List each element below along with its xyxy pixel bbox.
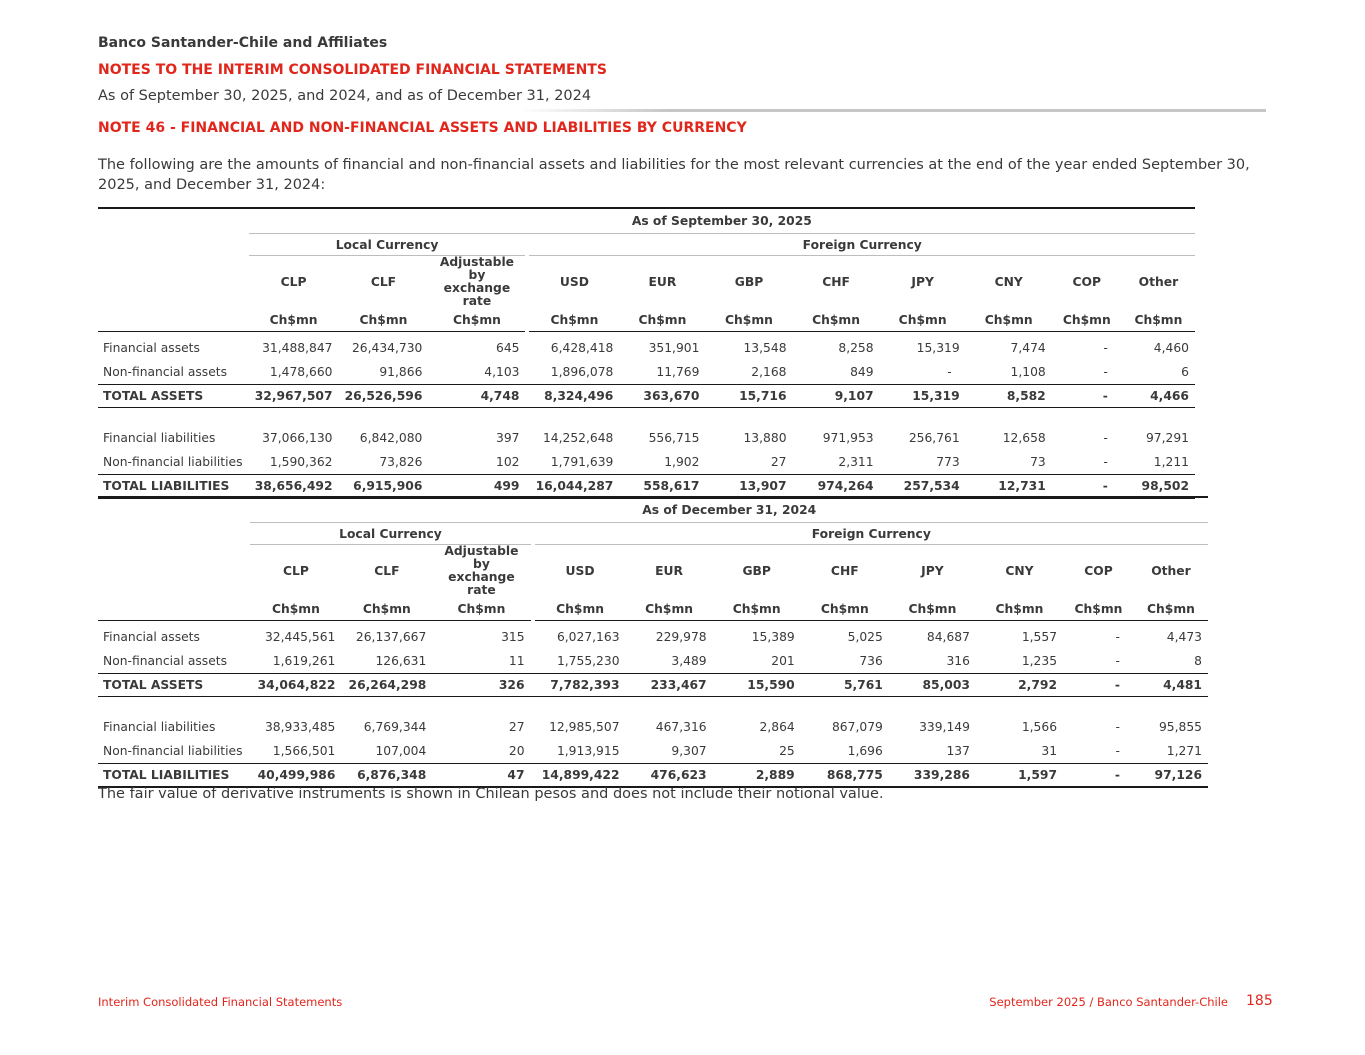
value-cell: 73,826 xyxy=(379,455,423,469)
value-cell: 137 xyxy=(946,744,970,758)
value-cell: - xyxy=(1103,341,1108,355)
period-header-row xyxy=(98,208,1195,234)
value-cell: 102 xyxy=(496,455,520,469)
value-cell: 2,889 xyxy=(713,764,801,788)
value-cell: 736 xyxy=(859,654,883,668)
currency-header: CNY xyxy=(1005,563,1034,578)
value-cell: 558,617 xyxy=(619,475,705,499)
currency-group-row xyxy=(98,234,1195,256)
row-label: Financial liabilities xyxy=(103,431,216,445)
currency-header: CHF xyxy=(822,274,850,289)
value-cell: 15,319 xyxy=(916,341,960,355)
currency-header: CLF xyxy=(374,563,400,578)
value-cell: 316 xyxy=(946,654,970,668)
value-cell: 1,902 xyxy=(664,455,700,469)
currency-group-row xyxy=(98,523,1208,545)
value-cell: 1,696 xyxy=(847,744,883,758)
value-cell: 16,044,287 xyxy=(529,475,619,499)
value-cell: 499 xyxy=(428,475,525,499)
currency-header: CHF xyxy=(830,563,859,578)
currency-header: Adjustable by exchange rate xyxy=(439,255,515,308)
currency-header: CLP xyxy=(280,274,307,289)
value-cell: 4,103 xyxy=(484,365,520,379)
currency-code-row xyxy=(98,256,1195,309)
value-cell: 47 xyxy=(432,764,530,788)
unit-header: Ch$mn xyxy=(1134,597,1208,621)
currency-table-sep-2025 xyxy=(98,207,1195,499)
value-cell: - xyxy=(1115,630,1120,644)
footnote: The fair value of derivative instruments is shown in Chilean pesos and does not include their notional value. xyxy=(98,786,884,802)
value-cell: 326 xyxy=(432,674,530,697)
value-cell: 4,460 xyxy=(1153,341,1189,355)
value-cell: - xyxy=(1063,674,1134,697)
value-cell: 1,755,230 xyxy=(556,654,620,668)
company-name: Banco Santander-Chile and Affiliates xyxy=(98,35,388,51)
foreign-currency-heading: Foreign Currency xyxy=(529,234,1195,256)
value-cell: - xyxy=(1115,720,1120,734)
value-cell: 2,168 xyxy=(751,365,787,379)
page-number: 185 xyxy=(1246,993,1273,1009)
unit-header: Ch$mn xyxy=(432,597,530,621)
value-cell: 556,715 xyxy=(648,431,700,445)
table-row xyxy=(98,426,1195,450)
footer-period: September 2025 / Banco Santander-Chile xyxy=(989,995,1228,1009)
value-cell: 971,953 xyxy=(822,431,874,445)
value-cell: - xyxy=(1115,744,1120,758)
value-cell: 85,003 xyxy=(889,674,976,697)
value-cell: 3,489 xyxy=(671,654,707,668)
unit-row xyxy=(98,308,1195,332)
value-cell: 1,619,261 xyxy=(272,654,336,668)
value-cell: 38,933,485 xyxy=(264,720,336,734)
value-cell: 1,896,078 xyxy=(550,365,614,379)
currency-header: EUR xyxy=(648,274,677,289)
value-cell: 6,027,163 xyxy=(556,630,620,644)
value-cell: - xyxy=(1052,385,1122,408)
value-cell: 97,126 xyxy=(1134,764,1208,788)
value-cell: 974,264 xyxy=(793,475,880,499)
value-cell: 5,025 xyxy=(847,630,883,644)
currency-header: USD xyxy=(565,563,595,578)
currency-header: COP xyxy=(1072,274,1102,289)
local-currency-heading: Local Currency xyxy=(249,234,526,256)
total-row xyxy=(98,475,1195,499)
foreign-currency-heading: Foreign Currency xyxy=(535,523,1208,545)
value-cell: 645 xyxy=(496,341,520,355)
value-cell: 397 xyxy=(496,431,520,445)
value-cell: 315 xyxy=(501,630,525,644)
value-cell: 12,658 xyxy=(1002,431,1046,445)
unit-header: Ch$mn xyxy=(880,308,966,332)
unit-header: Ch$mn xyxy=(249,308,339,332)
value-cell: 1,211 xyxy=(1153,455,1189,469)
value-cell: 26,526,596 xyxy=(339,385,429,408)
unit-header: Ch$mn xyxy=(250,597,341,621)
page-header xyxy=(98,33,1278,106)
unit-header: Ch$mn xyxy=(801,597,889,621)
value-cell: 25 xyxy=(779,744,795,758)
value-cell: 13,880 xyxy=(743,431,787,445)
value-cell: 27 xyxy=(508,720,525,734)
value-cell: 9,307 xyxy=(671,744,707,758)
note-title: NOTE 46 - FINANCIAL AND NON-FINANCIAL ASSETS AND LIABILITIES BY CURRENCY xyxy=(98,120,747,136)
value-cell: 7,474 xyxy=(1010,341,1046,355)
value-cell: 4,748 xyxy=(428,385,525,408)
currency-header: Adjustable by exchange rate xyxy=(444,544,519,597)
value-cell: 31,488,847 xyxy=(262,341,333,355)
value-cell: 868,775 xyxy=(801,764,889,788)
value-cell: 32,967,507 xyxy=(249,385,339,408)
value-cell: 467,316 xyxy=(655,720,707,734)
value-cell: 4,466 xyxy=(1122,385,1195,408)
value-cell: 14,899,422 xyxy=(535,764,626,788)
value-cell: 15,716 xyxy=(705,385,792,408)
value-cell: 233,467 xyxy=(626,674,713,697)
row-label: TOTAL ASSETS xyxy=(98,385,249,408)
value-cell: - xyxy=(1115,654,1120,668)
value-cell: 7,782,393 xyxy=(535,674,626,697)
value-cell: 1,791,639 xyxy=(550,455,614,469)
value-cell: 126,631 xyxy=(375,654,427,668)
value-cell: 1,557 xyxy=(1021,630,1058,644)
value-cell: 11,769 xyxy=(656,365,700,379)
unit-header: Ch$mn xyxy=(535,597,626,621)
value-cell: 8 xyxy=(1194,654,1202,668)
currency-code-row xyxy=(98,545,1208,598)
table-row xyxy=(98,360,1195,385)
header-divider xyxy=(520,109,1266,112)
currency-header: COP xyxy=(1084,563,1113,578)
currency-header: Other xyxy=(1138,274,1179,289)
unit-header: Ch$mn xyxy=(529,308,619,332)
value-cell: 6,915,906 xyxy=(339,475,429,499)
value-cell: 339,286 xyxy=(889,764,976,788)
value-cell: 26,434,730 xyxy=(351,341,423,355)
value-cell: 4,473 xyxy=(1166,630,1202,644)
value-cell: 13,907 xyxy=(705,475,792,499)
value-cell: 15,389 xyxy=(751,630,795,644)
row-label: Non-financial liabilities xyxy=(103,744,243,758)
value-cell: 351,901 xyxy=(648,341,700,355)
row-label: TOTAL ASSETS xyxy=(98,674,250,697)
value-cell: 1,913,915 xyxy=(556,744,620,758)
unit-header: Ch$mn xyxy=(889,597,976,621)
value-cell: 2,311 xyxy=(838,455,874,469)
value-cell: 1,597 xyxy=(976,764,1063,788)
value-cell: 1,566 xyxy=(1021,720,1058,734)
row-label: Financial assets xyxy=(103,341,200,355)
value-cell: - xyxy=(1103,431,1108,445)
value-cell: 257,534 xyxy=(880,475,966,499)
value-cell: 1,271 xyxy=(1166,744,1202,758)
value-cell: 773 xyxy=(936,455,960,469)
currency-header: EUR xyxy=(655,563,683,578)
row-label: Non-financial liabilities xyxy=(103,455,243,469)
total-row xyxy=(98,674,1208,697)
row-label: Financial liabilities xyxy=(103,720,216,734)
value-cell: 363,670 xyxy=(619,385,705,408)
intro-paragraph: The following are the amounts of financial and non-financial assets and liabilities for the most relevant currencies at the end of the year ended September 30, 2025, and December 31, 2024: xyxy=(98,157,1250,193)
value-cell: 6,769,344 xyxy=(363,720,427,734)
value-cell: 256,761 xyxy=(908,431,960,445)
period-header-row xyxy=(98,497,1208,523)
period-heading: As of December 31, 2024 xyxy=(250,497,1208,523)
value-cell: 476,623 xyxy=(626,764,713,788)
value-cell: 73 xyxy=(1030,455,1046,469)
table-row xyxy=(98,649,1208,674)
period-heading: As of September 30, 2025 xyxy=(249,208,1195,234)
value-cell: 84,687 xyxy=(926,630,970,644)
value-cell: - xyxy=(1103,455,1108,469)
currency-header: JPY xyxy=(921,563,944,578)
value-cell: 15,319 xyxy=(880,385,966,408)
notes-title: NOTES TO THE INTERIM CONSOLIDATED FINANCIAL STATEMENTS xyxy=(98,62,607,78)
value-cell: 14,252,648 xyxy=(542,431,614,445)
value-cell: 98,502 xyxy=(1122,475,1195,499)
value-cell: 11 xyxy=(508,654,525,668)
value-cell: 8,324,496 xyxy=(529,385,619,408)
value-cell: 2,864 xyxy=(759,720,795,734)
value-cell: 13,548 xyxy=(743,341,787,355)
value-cell: 20 xyxy=(508,744,525,758)
row-label: Non-financial assets xyxy=(103,365,228,379)
value-cell: 1,566,501 xyxy=(272,744,336,758)
local-currency-heading: Local Currency xyxy=(250,523,530,545)
currency-header: CLF xyxy=(370,274,397,289)
value-cell: 26,264,298 xyxy=(341,674,432,697)
value-cell: 12,985,507 xyxy=(549,720,620,734)
value-cell: 107,004 xyxy=(375,744,427,758)
total-row xyxy=(98,385,1195,408)
value-cell: 867,079 xyxy=(831,720,883,734)
unit-header: Ch$mn xyxy=(966,308,1052,332)
value-cell: 339,149 xyxy=(919,720,970,734)
value-cell: 1,590,362 xyxy=(269,455,333,469)
table-row xyxy=(98,621,1208,650)
value-cell: 26,137,667 xyxy=(355,630,427,644)
unit-header: Ch$mn xyxy=(976,597,1063,621)
currency-header: CLP xyxy=(282,563,309,578)
value-cell: 37,066,130 xyxy=(262,431,333,445)
value-cell: 97,291 xyxy=(1145,431,1189,445)
value-cell: 12,731 xyxy=(966,475,1052,499)
currency-header: GBP xyxy=(734,274,764,289)
value-cell: 32,445,561 xyxy=(264,630,336,644)
value-cell: 95,855 xyxy=(1158,720,1202,734)
value-cell: 8,258 xyxy=(838,341,874,355)
unit-header: Ch$mn xyxy=(705,308,792,332)
currency-header: JPY xyxy=(911,274,934,289)
unit-header: Ch$mn xyxy=(339,308,429,332)
row-label: Financial assets xyxy=(103,630,200,644)
unit-header: Ch$mn xyxy=(1122,308,1195,332)
currency-header: USD xyxy=(559,274,589,289)
unit-header: Ch$mn xyxy=(428,308,525,332)
value-cell: 8,582 xyxy=(966,385,1052,408)
value-cell: 1,108 xyxy=(1010,365,1046,379)
value-cell: - xyxy=(1063,764,1134,788)
value-cell: 1,478,660 xyxy=(269,365,333,379)
value-cell: 2,792 xyxy=(976,674,1063,697)
currency-table-dec-2024 xyxy=(98,496,1208,788)
value-cell: 6,428,418 xyxy=(550,341,614,355)
row-label: Non-financial assets xyxy=(103,654,228,668)
value-cell: 6 xyxy=(1181,365,1189,379)
currency-header: GBP xyxy=(742,563,771,578)
table-row xyxy=(98,715,1208,739)
table-row xyxy=(98,450,1195,475)
value-cell: 31 xyxy=(1041,744,1058,758)
value-cell: 4,481 xyxy=(1134,674,1208,697)
value-cell: 91,866 xyxy=(379,365,423,379)
unit-header: Ch$mn xyxy=(1052,308,1122,332)
value-cell: - xyxy=(947,365,952,379)
value-cell: 38,656,492 xyxy=(249,475,339,499)
unit-header: Ch$mn xyxy=(341,597,432,621)
unit-row xyxy=(98,597,1208,621)
value-cell: - xyxy=(1103,365,1108,379)
table-row xyxy=(98,332,1195,361)
value-cell: 849 xyxy=(850,365,874,379)
value-cell: 229,978 xyxy=(655,630,707,644)
value-cell: 34,064,822 xyxy=(250,674,341,697)
value-cell: - xyxy=(1052,475,1122,499)
report-period: As of September 30, 2025, and 2024, and as of December 31, 2024 xyxy=(98,88,592,104)
value-cell: 201 xyxy=(771,654,795,668)
value-cell: 27 xyxy=(770,455,787,469)
value-cell: 6,842,080 xyxy=(359,431,423,445)
value-cell: 40,499,986 xyxy=(250,764,341,788)
row-label: TOTAL LIABILITIES xyxy=(98,764,250,788)
table-row xyxy=(98,739,1208,764)
value-cell: 9,107 xyxy=(793,385,880,408)
unit-header: Ch$mn xyxy=(793,308,880,332)
currency-header: Other xyxy=(1151,563,1191,578)
value-cell: 6,876,348 xyxy=(341,764,432,788)
unit-header: Ch$mn xyxy=(713,597,801,621)
unit-header: Ch$mn xyxy=(1063,597,1134,621)
unit-header: Ch$mn xyxy=(619,308,705,332)
value-cell: 15,590 xyxy=(713,674,801,697)
footer-document-title: Interim Consolidated Financial Statements xyxy=(98,995,343,1009)
row-label: TOTAL LIABILITIES xyxy=(98,475,249,499)
unit-header: Ch$mn xyxy=(626,597,713,621)
value-cell: 5,761 xyxy=(801,674,889,697)
value-cell: 1,235 xyxy=(1021,654,1058,668)
currency-header: CNY xyxy=(994,274,1023,289)
